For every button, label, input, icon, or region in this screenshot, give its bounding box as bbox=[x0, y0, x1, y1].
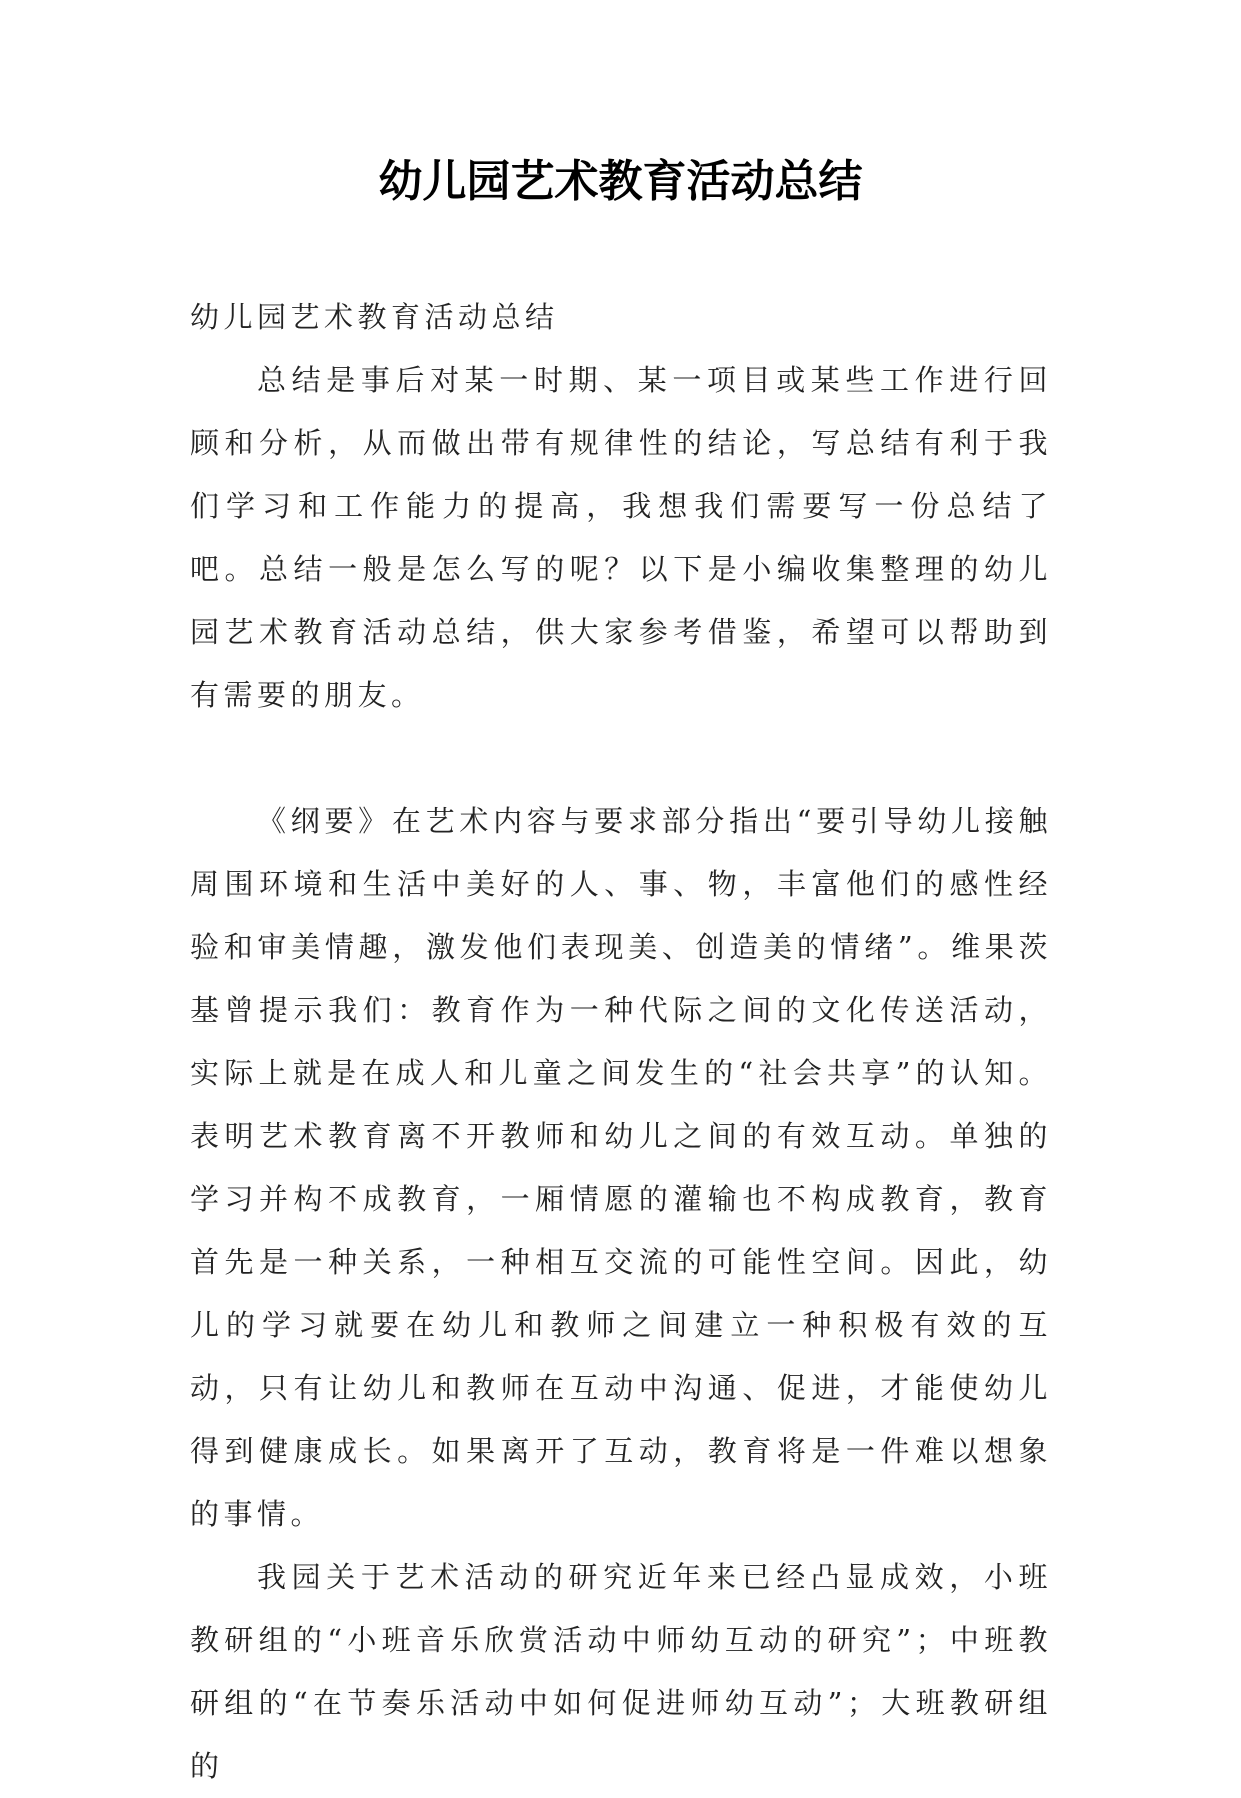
paragraph-gap bbox=[190, 727, 1052, 790]
paragraph-research: 我园关于艺术活动的研究近年来已经凸显成效，小班教研组的“小班音乐欣赏活动中师幼互动的研究”；中班教研组的“在节奏乐活动中如何促进师幼互动”；大班教研组的 bbox=[190, 1560, 1052, 1783]
paragraph-guideline: 《纲要》在艺术内容与要求部分指出“要引导幼儿接触周围环境和生活中美好的人、事、物，丰富他们的感性经验和审美情趣，激发他们表现美、创造美的情绪”。维果茨基曾提示我们：教育作为一种代际之间的文化传送活动，实际上就是在成人和儿童之间发生的“社会共享”的认知。表明艺术教育离不开教师和幼儿之间的有效互动。单独的学习并构不成教育，一厢情愿的灌输也不构成教育，教育首先是一种关系，一种相互交流的可能性空间。因此，幼儿的学习就要在幼儿和教师之间建立一种积极有效的互动，只有让幼儿和教师在互动中沟通、促进，才能使幼儿得到健康成长。如果离开了互动，教育将是一件难以想象的事情。 bbox=[190, 804, 1052, 1531]
document-body bbox=[190, 286, 1052, 1798]
page-title: 幼儿园艺术教育活动总结 bbox=[378, 156, 863, 207]
paragraph-intro: 总结是事后对某一时期、某一项目或某些工作进行回顾和分析，从而做出带有规律性的结论，写总结有利于我们学习和工作能力的提高，我想我们需要写一份总结了吧。总结一般是怎么写的呢？以下是小编收集整理的幼儿园艺术教育活动总结，供大家参考借鉴，希望可以帮助到有需要的朋友。 bbox=[190, 363, 1052, 712]
document-subtitle: 幼儿园艺术教育活动总结 bbox=[190, 300, 559, 334]
